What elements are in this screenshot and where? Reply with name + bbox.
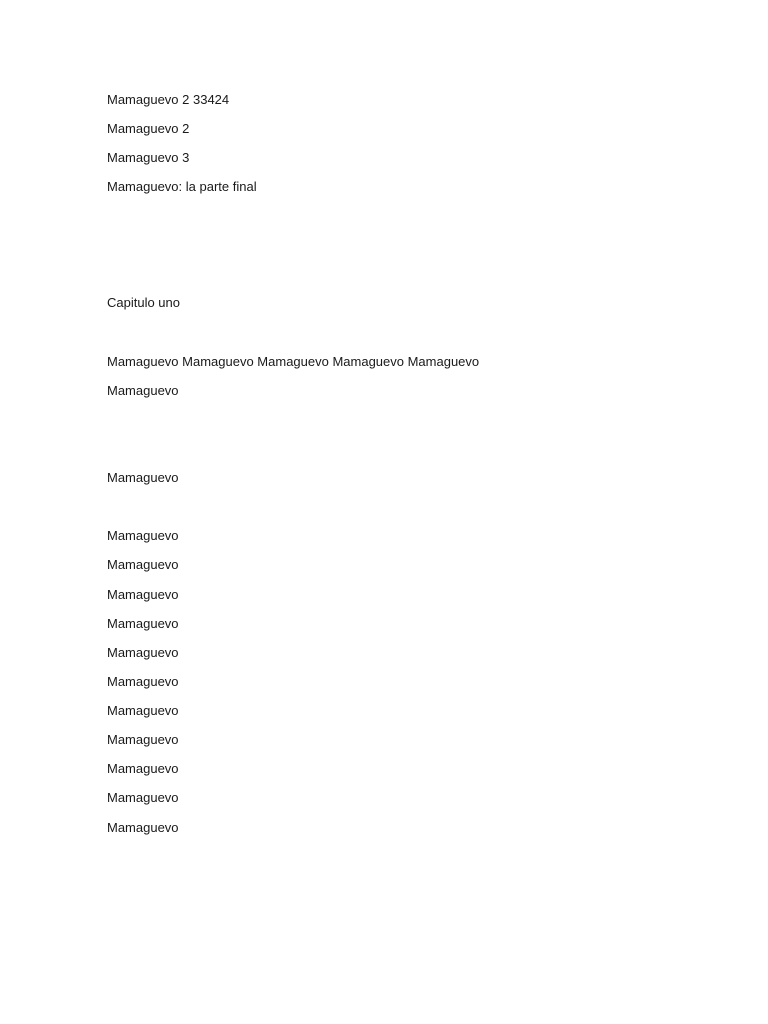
- paragraph-line: Mamaguevo: [107, 383, 179, 398]
- list-line: Mamaguevo: [107, 645, 179, 660]
- chapter-heading: Capitulo uno: [107, 295, 180, 310]
- list-line: Mamaguevo: [107, 820, 179, 835]
- list-line: Mamaguevo: [107, 674, 179, 689]
- paragraph-line: Mamaguevo: [107, 470, 179, 485]
- subtitle-line-2: Mamaguevo 3: [107, 150, 190, 165]
- subtitle-line-3: Mamaguevo: la parte final: [107, 179, 257, 194]
- subtitle-line-1: Mamaguevo 2: [107, 121, 190, 136]
- list-line: Mamaguevo: [107, 703, 179, 718]
- list-line: Mamaguevo: [107, 616, 179, 631]
- list-line: Mamaguevo: [107, 557, 179, 572]
- list-line: Mamaguevo: [107, 528, 179, 543]
- list-line: Mamaguevo: [107, 761, 179, 776]
- list-line: Mamaguevo: [107, 587, 179, 602]
- paragraph-line: Mamaguevo Mamaguevo Mamaguevo Mamaguevo Mamaguevo: [107, 354, 480, 369]
- list-line: Mamaguevo: [107, 732, 179, 747]
- title-line: Mamaguevo 2 33424: [107, 92, 230, 107]
- list-line: Mamaguevo: [107, 790, 179, 805]
